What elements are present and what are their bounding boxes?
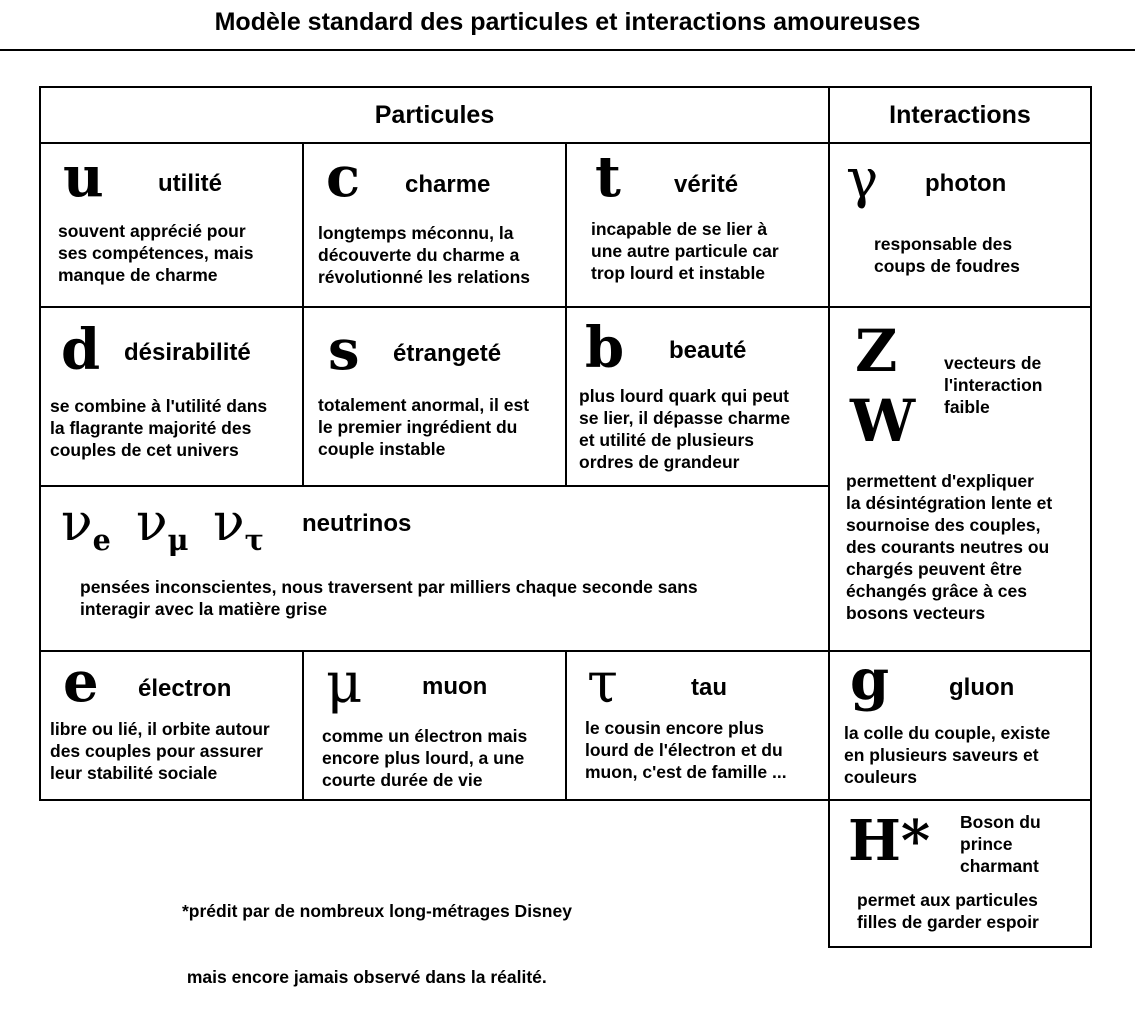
- up-quark-description: [58, 220, 254, 286]
- desc-line: ordres de grandeur: [579, 452, 740, 472]
- bottom-quark-symbol: b: [585, 315, 625, 381]
- cell-charm-quark: [302, 142, 567, 308]
- nu-glyph: ν: [136, 493, 168, 553]
- desc-line: libre ou lié, il orbite autour: [50, 719, 270, 739]
- desc-line: découverte du charme a: [318, 245, 520, 265]
- strange-quark-name: étrangeté: [393, 340, 502, 367]
- cell-zw-bosons: [828, 306, 1092, 652]
- desc-line: incapable de se lier à: [591, 219, 768, 239]
- desc-line: révolutionné les relations: [318, 267, 530, 287]
- desc-line: souvent apprécié pour: [58, 221, 246, 241]
- desc-line: muon, c'est de famille ...: [585, 762, 787, 782]
- nu-glyph: ν: [213, 493, 245, 553]
- desc-line: lourd de l'électron et du: [585, 740, 783, 760]
- desc-line: plus lourd quark qui peut: [579, 386, 789, 406]
- desc-line: longtemps méconnu, la: [318, 223, 514, 243]
- top-quark-description: [591, 218, 779, 284]
- photon-description: [874, 233, 1020, 277]
- electron-symbol: e: [63, 649, 99, 715]
- desc-line: chargés peuvent être: [846, 559, 1023, 579]
- desc-line: en plusieurs saveurs et: [844, 745, 1039, 765]
- zw-bosons-description: [846, 470, 1052, 624]
- desc-line: se combine à l'utilité dans: [50, 396, 268, 416]
- desc-line: leur stabilité sociale: [50, 763, 218, 783]
- desc-line: permettent d'expliquer: [846, 471, 1034, 491]
- desc-line: la flagrante majorité des: [50, 418, 252, 438]
- higgs-description: [857, 889, 1039, 933]
- gluon-description: [844, 722, 1050, 788]
- nu-subscript: e: [92, 523, 111, 557]
- cell-strange-quark: [302, 306, 567, 487]
- title-divider: [0, 49, 1135, 51]
- electron-name: électron: [138, 675, 232, 702]
- desc-line: trop lourd et instable: [591, 263, 766, 283]
- charm-quark-name: charme: [405, 171, 491, 198]
- photon-name: photon: [925, 170, 1007, 197]
- up-quark-name: utilité: [158, 170, 222, 197]
- nu-glyph: ν: [61, 493, 93, 553]
- desc-line: encore plus lourd, a une: [322, 748, 525, 768]
- strange-quark-description: [318, 394, 529, 460]
- down-quark-description: [50, 395, 267, 461]
- desc-line: ses compétences, mais: [58, 243, 254, 263]
- charm-quark-description: [318, 222, 530, 288]
- footnote-line: mais encore jamais observé dans la réalité.: [182, 967, 547, 987]
- strange-quark-symbol: s: [328, 317, 360, 383]
- desc-line: la colle du couple, existe: [844, 723, 1051, 743]
- desc-line: se lier, il dépasse charme: [579, 408, 791, 428]
- desc-line: une autre particule car: [591, 241, 779, 261]
- desc-line: des couples pour assurer: [50, 741, 263, 761]
- header-particles: [39, 86, 830, 144]
- top-quark-name: vérité: [674, 171, 739, 198]
- nu-subscript: μ: [167, 523, 189, 557]
- photon-symbol: γ: [846, 147, 879, 210]
- z-boson-symbol: Z: [855, 317, 898, 385]
- down-quark-name: désirabilité: [124, 339, 251, 366]
- header-particles-label: Particules: [374, 100, 495, 129]
- neutrinos-name: neutrinos: [302, 510, 412, 537]
- gluon-name: gluon: [949, 674, 1015, 701]
- cell-photon: [828, 142, 1092, 308]
- desc-line: coups de foudres: [874, 256, 1020, 276]
- desc-line: filles de garder espoir: [857, 912, 1039, 932]
- bottom-quark-description: [579, 385, 790, 473]
- up-quark-symbol: u: [63, 144, 104, 210]
- desc-line: interagir avec la matière grise: [80, 599, 328, 619]
- charm-quark-symbol: c: [326, 144, 361, 210]
- tau-name: tau: [691, 674, 727, 701]
- tau-neutrino-symbol: [213, 493, 264, 557]
- footnote: [182, 856, 572, 1010]
- name-line: vecteurs de: [944, 353, 1042, 373]
- cell-bottom-quark: [565, 306, 830, 487]
- desc-line: totalement anormal, il est: [318, 395, 530, 415]
- higgs-name: [960, 811, 1041, 877]
- desc-line: couples de cet univers: [50, 440, 239, 460]
- desc-line: couple instable: [318, 439, 446, 459]
- desc-line: pensées inconscientes, nous traversent par milliers chaque seconde sans: [80, 577, 698, 597]
- header-interactions: [828, 86, 1092, 144]
- name-line: prince: [960, 834, 1013, 854]
- tau-symbol: τ: [587, 651, 618, 716]
- cell-muon: [302, 650, 567, 801]
- page-title: Modèle standard des particules et interactions amoureuses: [214, 8, 921, 36]
- cell-electron: [39, 650, 304, 801]
- top-quark-symbol: t: [595, 144, 621, 210]
- cell-up-quark: [39, 142, 304, 308]
- gluon-symbol: g: [850, 647, 890, 713]
- electron-description: [50, 718, 270, 784]
- muon-description: [322, 725, 527, 791]
- desc-line: la désintégration lente et: [846, 493, 1053, 513]
- cell-down-quark: [39, 306, 304, 487]
- name-line: l'interaction: [944, 375, 1043, 395]
- w-boson-symbol: W: [850, 387, 916, 455]
- desc-line: bosons vecteurs: [846, 603, 986, 623]
- header-interactions-label: Interactions: [889, 100, 1031, 129]
- desc-line: comme un électron mais: [322, 726, 528, 746]
- name-line: faible: [944, 397, 990, 417]
- name-line: Boson du: [960, 812, 1041, 832]
- desc-line: responsable des: [874, 234, 1013, 254]
- cell-gluon: [828, 647, 1092, 801]
- desc-line: permet aux particules: [857, 890, 1038, 910]
- muon-symbol: μ: [326, 651, 363, 716]
- down-quark-symbol: d: [61, 317, 101, 383]
- higgs-symbol: H*: [848, 808, 931, 874]
- desc-line: le premier ingrédient du: [318, 417, 518, 437]
- desc-line: manque de charme: [58, 265, 218, 285]
- footnote-line: *prédit par de nombreux long-métrages Disney: [182, 901, 572, 921]
- neutrinos-description: [80, 576, 698, 620]
- electron-neutrino-symbol: [61, 493, 111, 557]
- tau-description: [585, 717, 787, 783]
- desc-line: sournoise des couples,: [846, 515, 1041, 535]
- zw-bosons-name: [944, 352, 1042, 418]
- desc-line: des courants neutres ou: [846, 537, 1050, 557]
- cell-neutrinos: [39, 485, 830, 652]
- cell-tau: [565, 650, 830, 801]
- muon-name: muon: [422, 673, 488, 700]
- desc-line: et utilité de plusieurs: [579, 430, 755, 450]
- nu-subscript: τ: [244, 523, 264, 557]
- desc-line: échangés grâce à ces: [846, 581, 1027, 601]
- desc-line: le cousin encore plus: [585, 718, 764, 738]
- desc-line: courte durée de vie: [322, 770, 483, 790]
- name-line: charmant: [960, 856, 1039, 876]
- cell-top-quark: [565, 142, 830, 308]
- desc-line: couleurs: [844, 767, 917, 787]
- muon-neutrino-symbol: [136, 493, 189, 557]
- bottom-quark-name: beauté: [669, 337, 747, 364]
- cell-higgs-boson: [828, 799, 1092, 948]
